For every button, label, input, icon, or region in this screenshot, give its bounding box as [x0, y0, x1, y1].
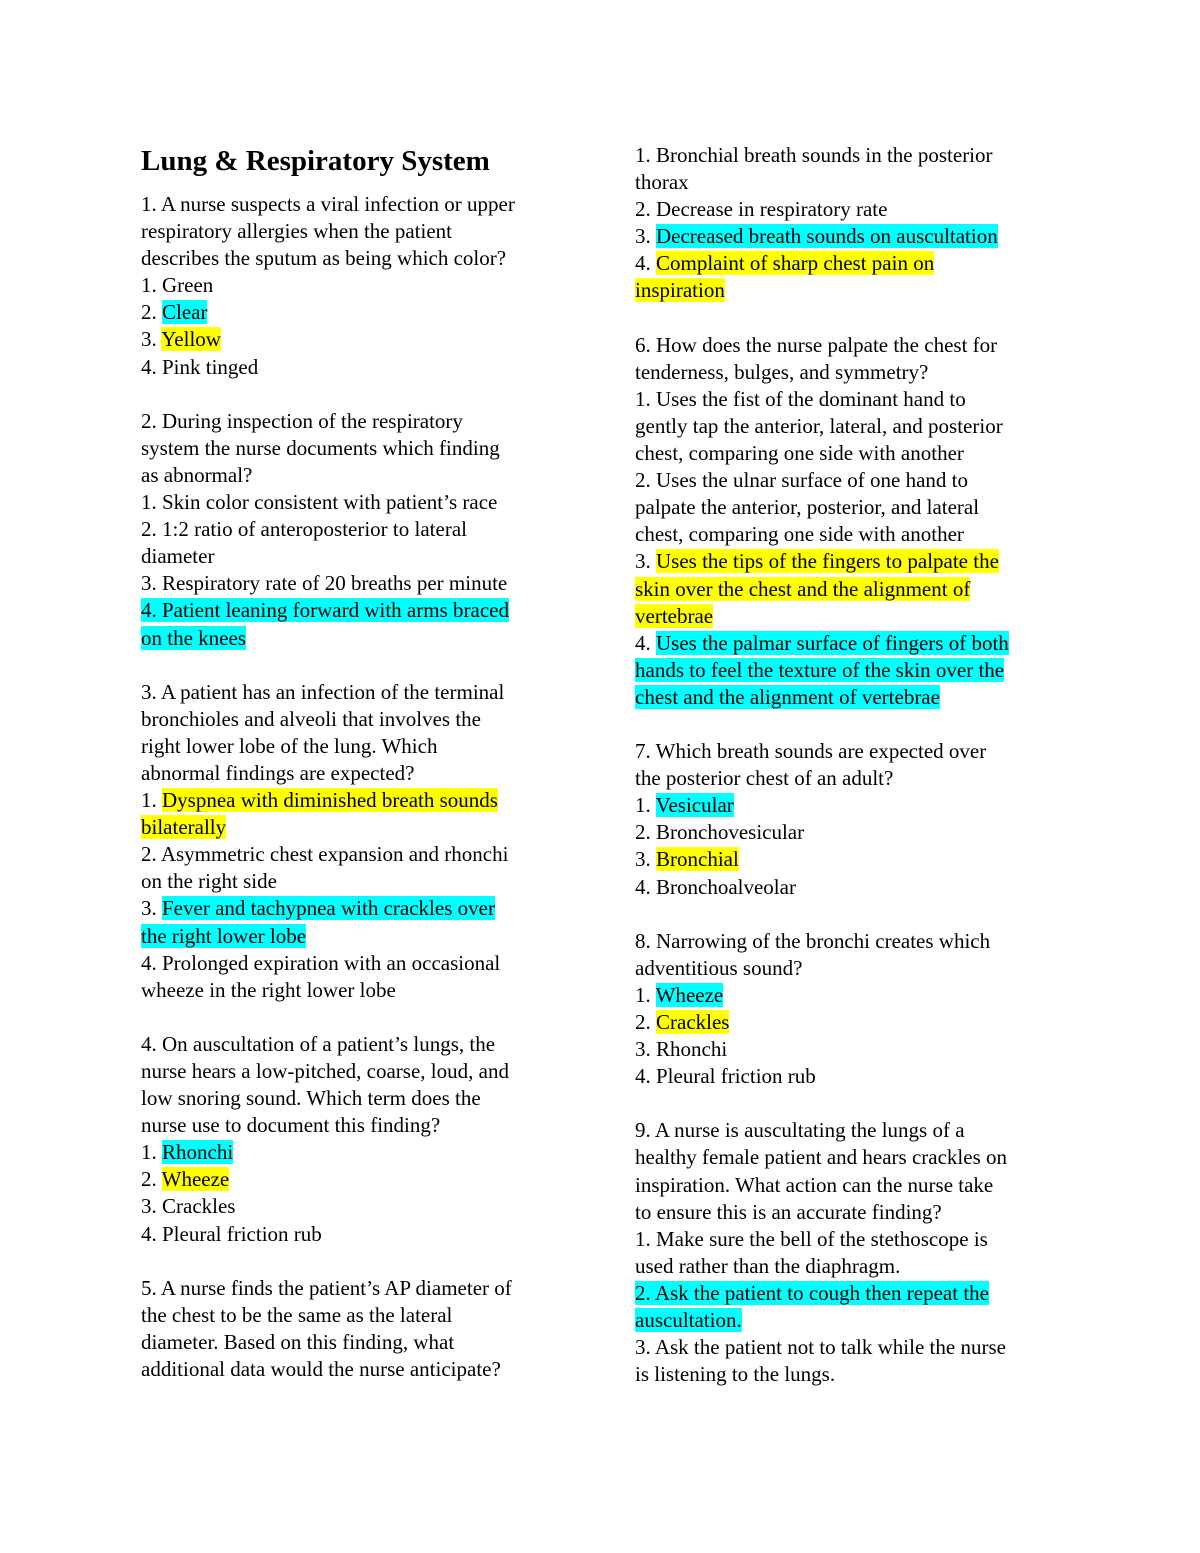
option-number: 4.: [635, 1064, 656, 1089]
option-number: 1.: [635, 143, 656, 167]
left-column: [141, 143, 571, 1410]
option-text-highlighted-yellow: inspiration: [635, 278, 725, 303]
answer-option-continuation: [635, 603, 1065, 630]
answer-option-continuation: [635, 169, 1065, 196]
question-stem-line: adventitious sound?: [635, 955, 803, 980]
option-number: 3.: [141, 896, 162, 921]
question-stem-line: low snoring sound. Which term does the: [141, 1086, 481, 1111]
option-number: 2.: [635, 197, 656, 222]
option-number: 1.: [635, 793, 656, 818]
answer-option-continuation: [141, 977, 571, 1004]
question-stem-line: right lower lobe of the lung. Which: [141, 733, 438, 758]
answer-option-continuation: [141, 814, 571, 841]
option-number: 3.: [635, 549, 656, 574]
option-number: 3.: [141, 571, 162, 596]
option-number: 2.: [635, 468, 656, 493]
answer-option-2: [635, 819, 1065, 846]
answer-option-continuation: [635, 684, 1065, 711]
answer-option-4: [141, 1221, 571, 1248]
option-text: Respiratory rate of 20 breaths per minute: [162, 571, 508, 596]
option-text: Bronchoalveolar: [656, 874, 796, 899]
option-number: 4.: [141, 1221, 162, 1246]
option-number: 1.: [141, 1140, 162, 1165]
option-number: 4.: [635, 630, 656, 655]
question-stem-line: 7. Which breath sounds are expected over: [635, 739, 987, 764]
option-text: Crackles: [162, 1194, 236, 1219]
option-number: 2.: [635, 820, 656, 845]
answer-option-2: [635, 196, 1065, 223]
question-stem-line: 1. A nurse suspects a viral infection or upper: [141, 192, 515, 216]
question-stem-line: system the nurse documents which finding: [141, 435, 500, 460]
question-5: [141, 1275, 571, 1383]
answer-option-continuation: [635, 1307, 1065, 1334]
question-stem-line: abnormal findings are expected?: [141, 760, 415, 785]
option-text-highlighted-yellow: Bronchial: [656, 847, 739, 872]
answer-option-continuation: [635, 1253, 1065, 1280]
option-text-highlighted-cyan: Rhonchi: [162, 1140, 234, 1165]
option-text-highlighted-yellow: Complaint of sharp chest pain on: [656, 251, 935, 276]
answer-option-1: [141, 1139, 571, 1166]
option-number: 1.: [635, 1226, 656, 1251]
option-number: 2.: [141, 1167, 162, 1192]
answer-option-1: [635, 982, 1065, 1009]
option-number: 3.: [635, 224, 656, 249]
option-text: 1:2 ratio of anteroposterior to lateral: [162, 517, 467, 542]
question-1: [141, 191, 571, 381]
answer-option-1: [141, 489, 571, 516]
question-stem-line: diameter. Based on this finding, what: [141, 1329, 455, 1354]
question-2: [141, 408, 571, 652]
question-stem-line: 4. On auscultation of a patient’s lungs, the: [141, 1031, 496, 1056]
option-text: is listening to the lungs.: [635, 1362, 836, 1387]
question-6: [635, 332, 1065, 711]
option-text: Rhonchi: [656, 1037, 728, 1062]
question-stem-line: describes the sputum as being which color?: [141, 246, 507, 271]
question-stem-line: as abnormal?: [141, 462, 253, 487]
option-number: 4.: [635, 251, 656, 276]
option-text-highlighted-cyan: Patient leaning forward with arms braced: [162, 598, 509, 623]
answer-option-continuation: [635, 521, 1065, 548]
answer-option-continuation: [635, 413, 1065, 440]
answer-option-4: [635, 1063, 1065, 1090]
answer-option-continuation: [141, 868, 571, 895]
option-text: gently tap the anterior, lateral, and posterior: [635, 413, 1003, 438]
question-stem-line: tenderness, bulges, and symmetry?: [635, 359, 929, 384]
option-text-highlighted-cyan: hands to feel the texture of the skin over the: [635, 657, 1005, 682]
answer-option-4: [141, 354, 571, 381]
question-stem-line: healthy female patient and hears crackles on: [635, 1145, 1007, 1170]
answer-option-3: [635, 1036, 1065, 1063]
question-stem-line: 6. How does the nurse palpate the chest for: [635, 332, 998, 357]
answer-option-1: [635, 142, 1065, 169]
option-number: 4.: [635, 874, 656, 899]
question-stem-line: 2. During inspection of the respiratory: [141, 408, 463, 433]
answer-option-2: [141, 516, 571, 543]
answer-option-4: [141, 597, 571, 624]
question-stem-line: the posterior chest of an adult?: [635, 766, 894, 791]
option-number: 3.: [141, 1194, 162, 1219]
answer-option-2: [635, 467, 1065, 494]
answer-option-3: [635, 548, 1065, 575]
question-stem-line: 5. A nurse finds the patient’s AP diameter of: [141, 1275, 512, 1300]
option-text: Make sure the bell of the stethoscope is: [656, 1226, 988, 1251]
question-stem-line: 8. Narrowing of the bronchi creates which: [635, 928, 991, 953]
option-text: used rather than the diaphragm.: [635, 1253, 901, 1278]
option-text: Pleural friction rub: [162, 1221, 322, 1246]
answer-option-continuation: [635, 576, 1065, 603]
answer-option-4: [141, 950, 571, 977]
option-text-highlighted-cyan: Ask the patient to cough then repeat the: [654, 1280, 989, 1305]
answer-option-1: [635, 792, 1065, 819]
answer-option-continuation: [635, 657, 1065, 684]
answer-option-continuation: [635, 440, 1065, 467]
option-text: palpate the anterior, posterior, and lateral: [635, 495, 980, 520]
option-number: 1.: [635, 386, 656, 411]
option-text-highlighted-yellow: skin over the chest and the alignment of: [635, 576, 971, 601]
answer-option-continuation: [141, 625, 571, 652]
option-text: Ask the patient not to talk while the nurse: [654, 1335, 1006, 1360]
answer-option-3: [141, 895, 571, 922]
option-text-highlighted-cyan: Vesicular: [655, 793, 734, 818]
option-text-highlighted-yellow: Yellow: [161, 327, 221, 352]
question-stem-line: 3. A patient has an infection of the terminal: [141, 679, 505, 704]
option-text-highlighted-cyan: Fever and tachypnea with crackles over: [162, 896, 495, 921]
question-5-options: [635, 142, 1065, 305]
option-number: 1.: [141, 788, 162, 813]
question-stem-line: inspiration. What action can the nurse take: [635, 1172, 994, 1197]
option-text-highlighted-cyan: on the knees: [141, 625, 246, 650]
option-number: 3.: [141, 327, 162, 352]
answer-option-4: [635, 630, 1065, 657]
option-text: Prolonged expiration with an occasional: [162, 950, 501, 975]
right-column: [635, 142, 1065, 1415]
question-stem-line: the chest to be the same as the lateral: [141, 1302, 453, 1327]
question-stem-line: to ensure this is an accurate finding?: [635, 1199, 942, 1224]
answer-option-2: [141, 841, 571, 868]
answer-option-1: [141, 787, 571, 814]
question-stem-line: bronchioles and alveoli that involves the: [141, 706, 481, 731]
option-text-highlighted-cyan: Uses the palmar surface of fingers of both: [656, 630, 1009, 655]
option-text: wheeze in the right lower lobe: [141, 977, 396, 1002]
option-text: thorax: [635, 170, 689, 195]
option-number: 2.: [141, 300, 162, 325]
question-stem-line: nurse use to document this finding?: [141, 1113, 441, 1138]
option-text-highlighted-cyan: Decreased breath sounds on auscultation: [656, 224, 998, 249]
answer-option-2: [635, 1009, 1065, 1036]
question-8: [635, 928, 1065, 1091]
answer-option-2: [141, 299, 571, 326]
question-stem-line: additional data would the nurse anticipate?: [141, 1357, 501, 1382]
option-text: Bronchial breath sounds in the posterior: [656, 143, 993, 167]
option-text-highlighted-yellow: Uses the tips of the fingers to palpate the: [656, 549, 999, 574]
option-number: 2.: [635, 1010, 656, 1034]
option-number: 2.: [141, 517, 162, 542]
answer-option-4: [635, 874, 1065, 901]
question-stem-line: 9. A nurse is auscultating the lungs of a: [635, 1118, 965, 1143]
option-number: 4.: [141, 950, 162, 975]
option-number: 3.: [635, 847, 656, 872]
option-text: Pleural friction rub: [656, 1064, 816, 1089]
option-text-highlighted-yellow: Wheeze: [161, 1167, 230, 1192]
option-number: 4.: [141, 598, 162, 623]
answer-option-1: [141, 272, 571, 299]
option-text-highlighted-cyan: auscultation.: [635, 1308, 742, 1333]
option-text: chest, comparing one side with another: [635, 522, 964, 547]
option-text-highlighted-yellow: bilaterally: [141, 815, 227, 840]
answer-option-continuation: [635, 1361, 1065, 1388]
answer-option-continuation: [141, 543, 571, 570]
question-7: [635, 738, 1065, 901]
option-text: chest, comparing one side with another: [635, 441, 964, 466]
option-text-highlighted-cyan: the right lower lobe: [141, 923, 307, 948]
answer-option-2: [141, 1166, 571, 1193]
question-3: [141, 679, 571, 1004]
answer-option-3: [141, 570, 571, 597]
answer-option-3: [141, 326, 571, 353]
question-4: [141, 1031, 571, 1248]
option-text: Uses the ulnar surface of one hand to: [656, 468, 968, 493]
answer-option-3: [635, 223, 1065, 250]
answer-option-continuation: [635, 277, 1065, 304]
option-number: 1.: [141, 490, 162, 515]
question-9: [635, 1117, 1065, 1388]
option-number: 3.: [635, 1335, 655, 1360]
answer-option-continuation: [635, 494, 1065, 521]
option-number: 2.: [141, 842, 161, 867]
question-stem-line: respiratory allergies when the patient: [141, 219, 453, 244]
option-number: 4.: [141, 354, 162, 379]
answer-option-2: [635, 1280, 1065, 1307]
option-text-highlighted-yellow: Crackles: [656, 1010, 730, 1034]
option-number: 1.: [635, 982, 656, 1007]
option-text-highlighted-yellow: Dyspnea with diminished breath sounds: [162, 788, 498, 813]
option-text-highlighted-cyan: Clear: [162, 300, 208, 325]
answer-option-3: [635, 1334, 1065, 1361]
answer-option-4: [635, 250, 1065, 277]
option-text: Uses the fist of the dominant hand to: [656, 386, 966, 411]
answer-option-3: [141, 1193, 571, 1220]
answer-option-3: [635, 846, 1065, 873]
option-text: Decrease in respiratory rate: [656, 197, 888, 222]
answer-option-continuation: [141, 923, 571, 950]
question-stem-line: nurse hears a low-pitched, coarse, loud, and: [141, 1059, 509, 1083]
option-text-highlighted-cyan: chest and the alignment of vertebrae: [635, 684, 940, 709]
page-title: Lung & Respiratory System: [141, 145, 490, 177]
option-number: 1.: [141, 273, 162, 298]
option-number: 2.: [635, 1280, 655, 1305]
option-text-highlighted-cyan: Wheeze: [655, 982, 724, 1007]
option-text: Pink tinged: [162, 354, 259, 379]
answer-option-1: [635, 1226, 1065, 1253]
option-text: Asymmetric chest expansion and rhonchi: [160, 842, 509, 867]
option-number: 3.: [635, 1037, 656, 1062]
option-text: Green: [162, 273, 214, 298]
option-text-highlighted-yellow: vertebrae: [635, 603, 714, 628]
answer-option-1: [635, 386, 1065, 413]
option-text: on the right side: [141, 869, 277, 894]
option-text: diameter: [141, 544, 215, 569]
option-text: Skin color consistent with patient’s race: [162, 490, 498, 515]
option-text: Bronchovesicular: [656, 820, 805, 845]
